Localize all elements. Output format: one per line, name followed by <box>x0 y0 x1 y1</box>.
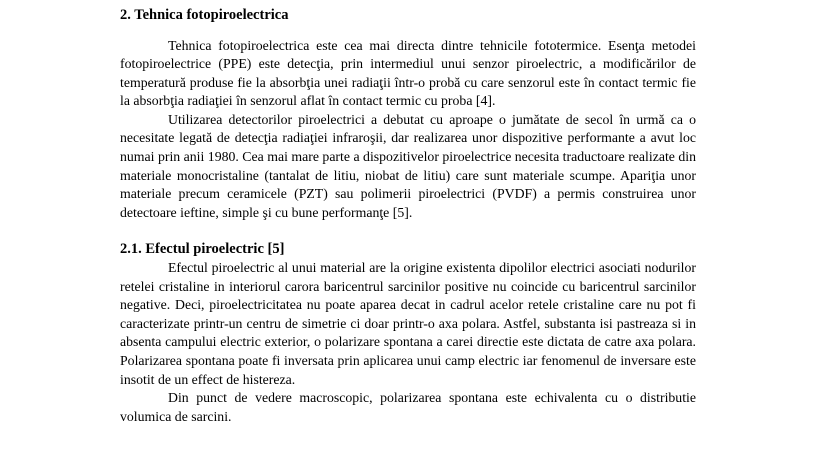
section-spacer <box>120 222 696 240</box>
document-page <box>120 6 696 426</box>
paragraph: Din punct de vedere macroscopic, polarizarea spontana este echivalenta cu o distributie volumica de sarcini. <box>120 390 696 424</box>
section-heading-tehnica: 2. Tehnica fotopiroelectrica <box>120 7 289 23</box>
paragraph: Efectul piroelectric al unui material are la origine existenta dipolilor electrici asociati nodurilor retelei cristaline in interiorul carora baricentrul sarcinilor positive nu coincide cu baricentrul sarcinilor negative. Deci, piroelectricitatea nu poate aparea decat in cadrul acelor retele cristaline care nu pot fi caracterizate printr-un centru de simetrie ci doar printr-o axa polara. Astfel, substanta isi pastreaza si in absenta campului electric exterior, o polarizare spontana a carei directie este dictata de catre axa polara. Polarizarea spontana poate fi inversata prin aplicarea unui camp electric iar fenomenul de inversare este insotit de un effect de histereza. <box>120 259 696 387</box>
paragraph: Tehnica fotopiroelectrica este cea mai directa dintre tehnicile fototermice. Esenţa metodei fotopiroelectrice (PPE) este detecţia, prin intermediul unui senzor piroelectric, a modificărilor de temperatură produse fie la absorbţia unei radiaţii într-o probă cu care senzorul este în contact termic fie la absorbţia radiaţiei în senzorul aflat în contact termic cu proba [4]. <box>120 37 696 109</box>
section-heading-efectul: 2.1. Efectul piroelectric [5] <box>120 241 285 258</box>
paragraph: Utilizarea detectorilor piroelectrici a debutat cu aproape o jumătate de secol în urmă ca o necesitate legată de detecţia radiaţiei infraroşii, dar realizarea unor dispozitive performante a avut loc numai prin anii 1980. Cea mai mare parte a dispozitivelor piroelectrice necesita traductoare realizate din materiale monocristaline (tantalat de litiu, niobat de litiu) care sunt materiale scumpe. Apariţia unor materiale precum ceramicele (PZT) sau polimerii piroelectrici (PVDF) a permis construirea unor detectoare ieftine, simple şi cu bune performanţe [5]. <box>120 111 696 220</box>
